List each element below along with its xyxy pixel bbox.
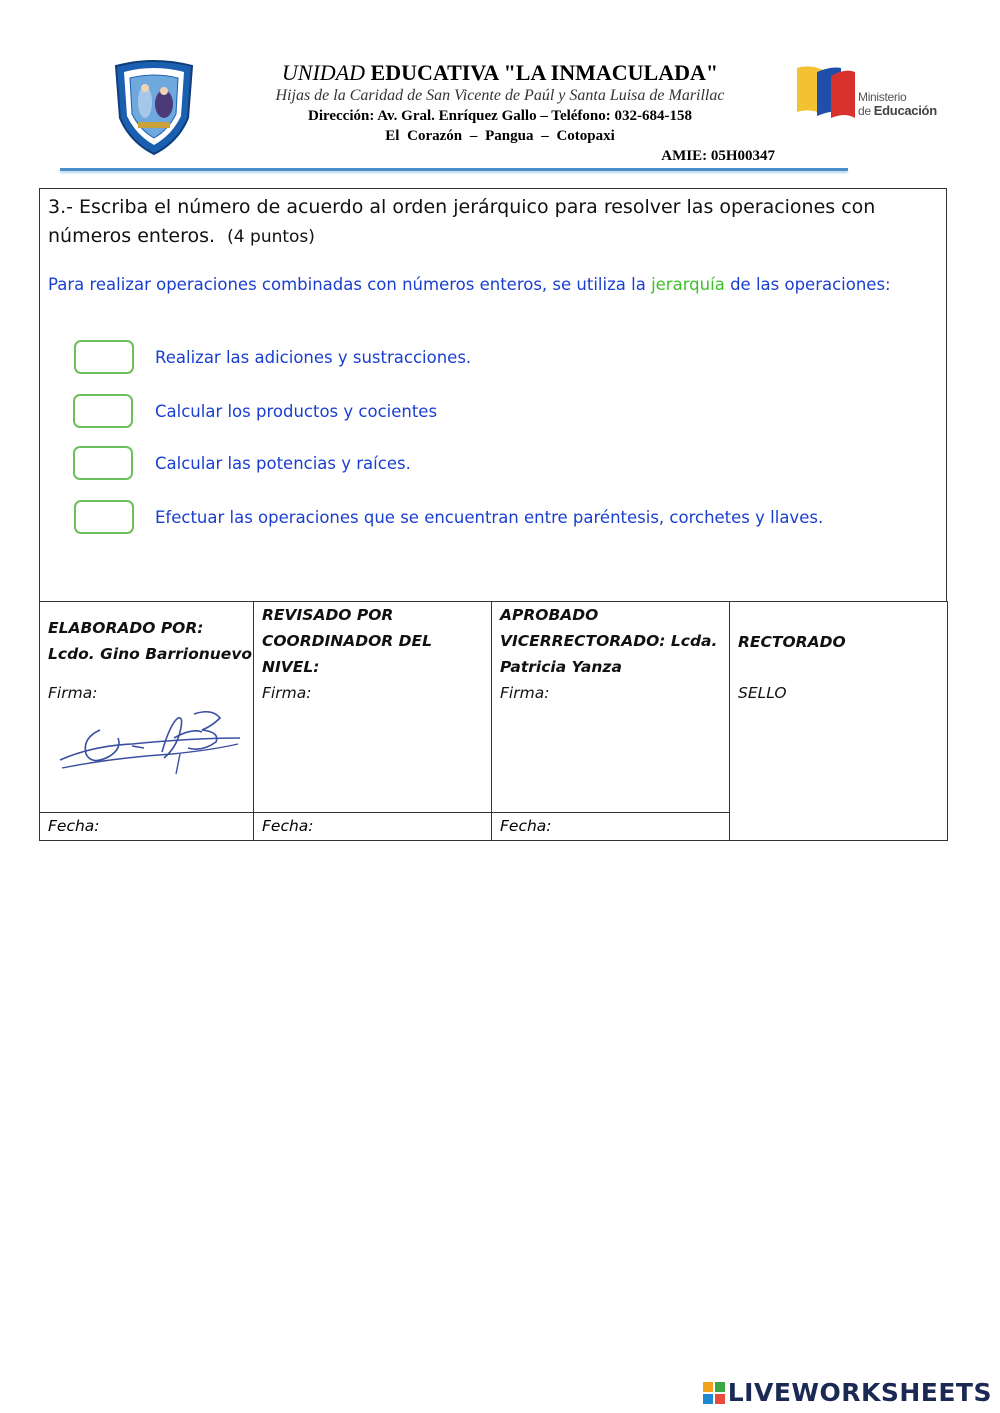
fecha-label: Fecha: — [39, 812, 254, 841]
school-location: El Corazón – Pangua – Cotopaxi — [385, 128, 615, 144]
option-label: Realizar las adiciones y sustracciones. — [155, 348, 472, 367]
order-input-box[interactable] — [73, 394, 133, 428]
option-row — [74, 446, 954, 486]
option-row — [74, 500, 954, 540]
amie-code: AMIE: 05H00347 — [661, 148, 775, 164]
cell-rectorado — [729, 601, 948, 841]
liveworksheets-logo: LIVEWORKSHEETS — [703, 1378, 992, 1407]
liveworksheets-grid-icon — [703, 1382, 725, 1404]
school-name: UNIDAD EDUCATIVA "LA INMACULADA" — [281, 60, 719, 85]
fecha-label: Fecha: — [253, 812, 492, 841]
handwritten-signature-icon — [52, 708, 247, 778]
document-header — [0, 0, 1000, 180]
firma-label: Firma: — [48, 684, 98, 702]
firma-label: Firma: — [500, 684, 550, 702]
option-label: Efectuar las operaciones que se encuentran entre paréntesis, corchetes y llaves. — [155, 508, 824, 527]
cell-aprobado — [491, 601, 730, 813]
school-crest-icon — [108, 60, 200, 156]
header-divider — [60, 168, 848, 171]
question-intro: Para realizar operaciones combinadas con números enteros, se utiliza la jerarquía de las operaciones: — [48, 275, 891, 294]
school-subtitle: Hijas de la Caridad de San Vicente de Paúl y Santa Luisa de Marillac — [275, 87, 725, 104]
revisado-label: REVISADO POR COORDINADOR DEL NIVEL: — [262, 606, 432, 676]
cell-elaborado — [39, 601, 254, 813]
ministry-text: Ministerio de Educación — [858, 90, 937, 118]
question-points: (4 puntos) — [227, 227, 315, 247]
aprobado-label: APROBADO VICERRECTORADO: Lcda. Patricia Yanza — [500, 606, 718, 676]
option-row — [74, 394, 954, 434]
sello-label: SELLO — [738, 684, 787, 702]
option-label: Calcular las potencias y raíces. — [155, 454, 411, 473]
fecha-label: Fecha: — [491, 812, 730, 841]
signature-table — [39, 601, 948, 841]
elaborado-label: ELABORADO POR: Lcdo. Gino Barrionuevo — [48, 619, 253, 663]
question-title: 3.- Escriba el número de acuerdo al orden jerárquico para resolver las operaciones con números enteros. (4 puntos) — [48, 196, 876, 247]
cell-revisado — [253, 601, 492, 813]
question-box — [39, 188, 947, 602]
intro-highlight: jerarquía — [651, 275, 725, 294]
order-input-box[interactable] — [74, 500, 134, 534]
option-label: Calcular los productos y cocientes — [155, 402, 438, 421]
order-input-box[interactable] — [74, 340, 134, 374]
order-input-box[interactable] — [73, 446, 133, 480]
school-address: Dirección: Av. Gral. Enríquez Gallo – Teléfono: 032-684-158 — [307, 108, 692, 124]
option-row — [74, 340, 954, 380]
firma-label: Firma: — [262, 684, 312, 702]
rectorado-label: RECTORADO — [738, 633, 846, 651]
